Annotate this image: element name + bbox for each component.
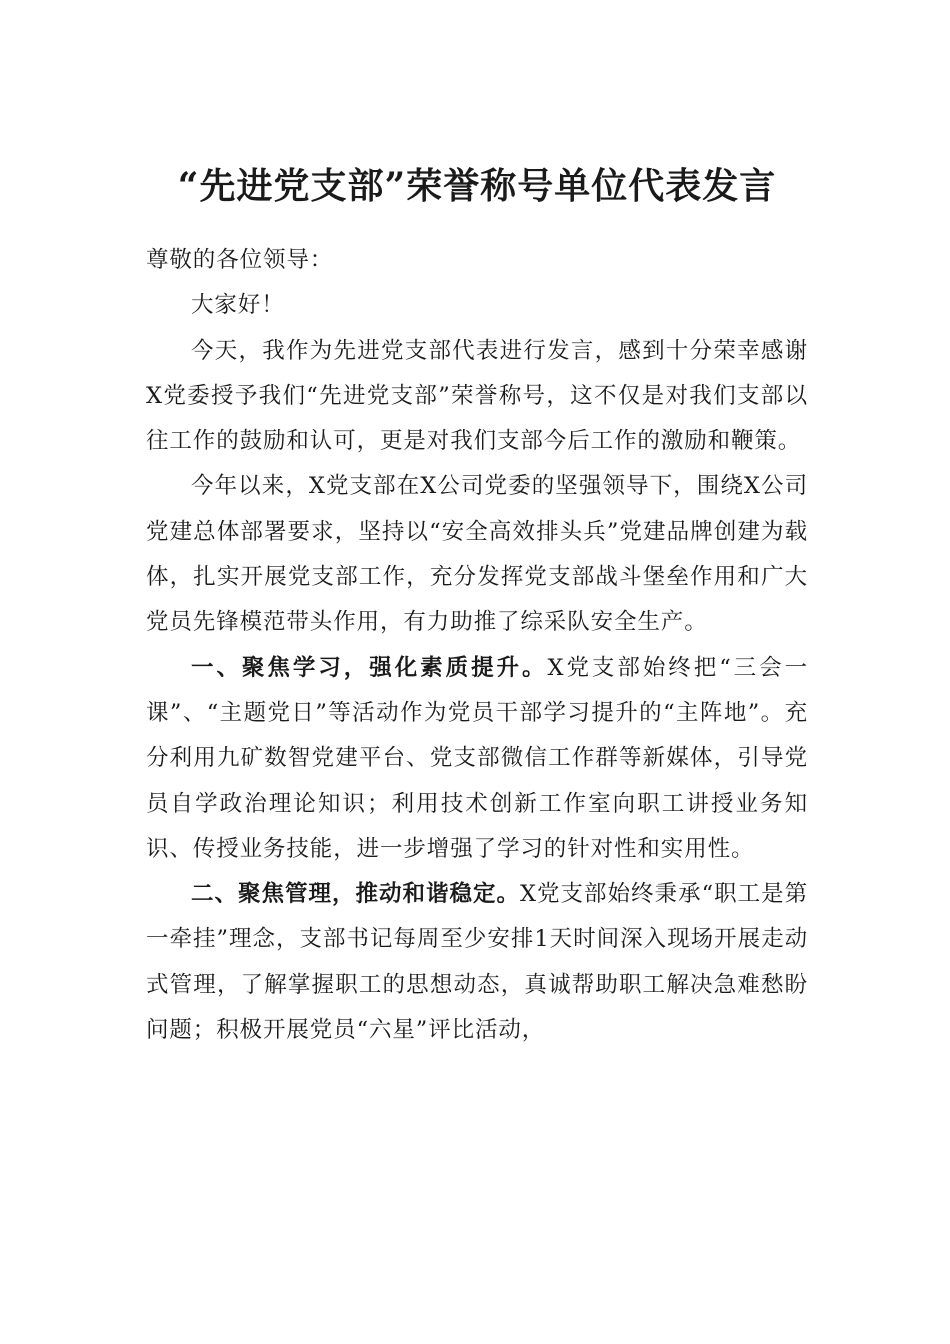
salutation: 尊敬的各位领导： [146, 247, 334, 273]
paragraph-text: X党支部始终秉承“职工是第一牵挂”理念，支部书记每周至少安排1天时间深入现场开展走动式管理，了解掌握职工的思想动态，真诚帮助职工解决急难愁盼问题；积极开展党员“六星”评比活动， [146, 881, 808, 1044]
paragraph-section-2 [146, 872, 808, 1053]
document-title: “先进党支部”荣誉称号单位代表发言 [177, 165, 777, 207]
paragraph-text: 今年以来，X党支部在X公司党委的坚强领导下，围绕X公司党建总体部署要求，坚持以“安全高效排头兵”党建品牌创建为载体，扎实开展党支部工作，充分发挥党支部战斗堡垒作用和广大党员先锋模范带头作用，有力助推了综采队安全生产。 [146, 473, 808, 636]
greeting: 大家好！ [191, 292, 285, 319]
paragraph-text: X党支部始终把“三会一课”、“主题党日”等活动作为党员干部学习提升的“主阵地”。充分利用九矿数智党建平台、党支部微信工作群等新媒体，引导党员自学政治理论知识；利用技术创新工作室向职工讲授业务知识、传授业务技能，进一步增强了学习的针对性和实用性。 [146, 654, 809, 862]
section-heading: 二、聚焦管理，推动和谐稳定。 [191, 881, 521, 908]
paragraph-intro [146, 329, 808, 465]
section-heading: 一、聚焦学习，强化素质提升。 [191, 654, 548, 681]
document-body [146, 238, 808, 1053]
paragraph-section-1 [146, 646, 808, 872]
paragraph-text: 今天，我作为先进党支部代表进行发言，感到十分荣幸感谢X党委授予我们“先进党支部”荣誉称号，这不仅是对我们支部以往工作的鼓励和认可，更是对我们支部今后工作的激励和鞭策。 [146, 337, 808, 455]
paragraph-overview [146, 464, 808, 645]
